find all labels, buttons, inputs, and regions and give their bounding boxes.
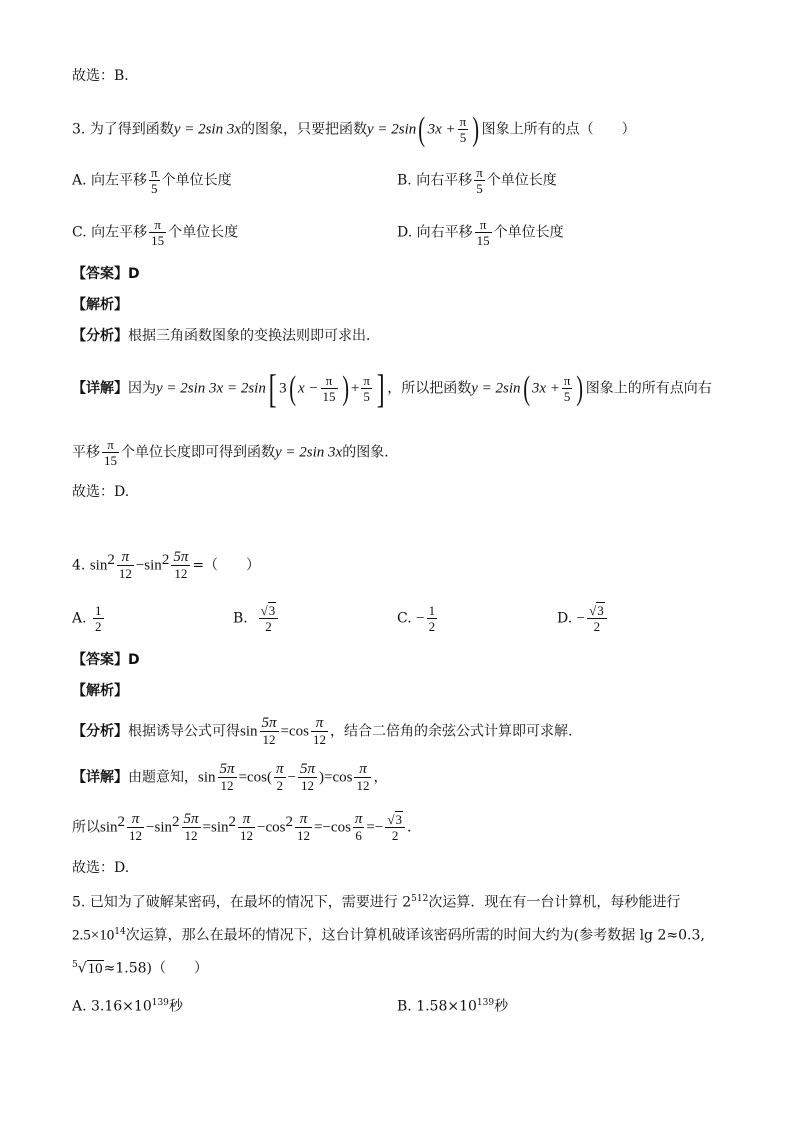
q4-option-b: B. $\frac{√3}{2}$ [233,603,280,634]
question-4: 4. $\sin^2$ $\frac{\pi}{12}$ $-\sin^2$ $\frac{5\pi}{12}$ =（ ） [72,549,261,582]
q4-analysis-label: 【解析】 [72,683,128,699]
q4-end: 故选：D. [72,860,130,876]
option-c: C. 向左平移 $\frac{\pi}{15}$ 个单位长度 [72,217,239,248]
detail-line-2: 平移 $\frac{\pi}{15}$ 个单位长度即可得到函数y = 2sin 3x的图象． [72,437,399,468]
option-b: B. 向右平移 $\frac{\pi}{5}$ 个单位长度 [397,165,557,196]
question-5-line-3: $^5$√10≈1.58)（ ） [72,960,209,977]
q4-detail-line-1: 【详解】由题意知，sin $\frac{5\pi}{12}$ =cos( $\frac{\pi}{2}$ − $\frac{5\pi}{12}$ )=cos $\frac{\pi}{12}$ ， [72,761,388,793]
question-5-line-1: 5. 已知为了破解某密码，在最坏的情况下，需要进行 $2^{512}$次运算．现在有一台计算机，每秒能进行 [72,894,681,911]
analysis-label: 【解析】 [72,297,128,313]
detail-line-1: 【详解】因为y = 2sin 3x = 2sin[ 3( x − $\frac{\pi}{15}$ ) + $\frac{\pi}{5}$ ] ，所以把函数y = 2sin( 3x + $\frac{\pi}{5}$ ) 图象上的所有点向右 [72,365,712,411]
q4-option-c: C. − $\frac{1}{2}$ [397,603,436,634]
option-d: D. 向右平移 $\frac{\pi}{15}$ 个单位长度 [397,217,564,248]
answer-label: 【答案】D [72,266,140,282]
answer-line: 故选：B. [72,68,129,84]
q4-analysis-text: 【分析】根据诱导公式可得sin $\frac{5\pi}{12}$ =cos $\frac{\pi}{12}$ ，结合二倍角的余弦公式计算即可求解. [72,715,573,747]
q4-option-a: A. $\frac{1}{2}$ [72,603,102,634]
q3-end: 故选：D. [72,484,130,500]
analysis-text: 【分析】根据三角函数图象的变换法则即可求出． [72,328,380,344]
q4-option-d: D. − $\frac{√3}{2}$ [557,603,609,634]
question-3: 3. 为了得到函数y = 2sin 3x的图象，只要把函数y = 2sin( 3x + $\frac{\pi}{5}$ ) 图象上所有的点（ ） [72,110,636,148]
question-5-line-2: $2.5\times 10^{14}$次运算，那么在最坏的情况下，这台计算机破译该密码所需的时间大约为(参考数据 lg 2≈0.3, [72,927,705,944]
option-a: A. 向左平移 $\frac{\pi}{5}$ 个单位长度 [72,165,232,196]
q5-option-b: B. $1.58\times 10^{139}$秒 [397,998,509,1015]
q4-detail-line-2: 所以$\sin^2$ $\frac{\pi}{12}$ $-\sin^2$ $\frac{5\pi}{12}$ $=\sin^2$ $\frac{\pi}{12}$ $-\cos^2$ $\frac{\pi}{12}$ =−cos $\frac{\pi}{6}$ =− $\frac{√3}{2}$ . [72,811,412,844]
q5-option-a: A. $3.16\times 10^{139}$秒 [72,998,183,1015]
q4-answer-label: 【答案】D [72,652,140,668]
